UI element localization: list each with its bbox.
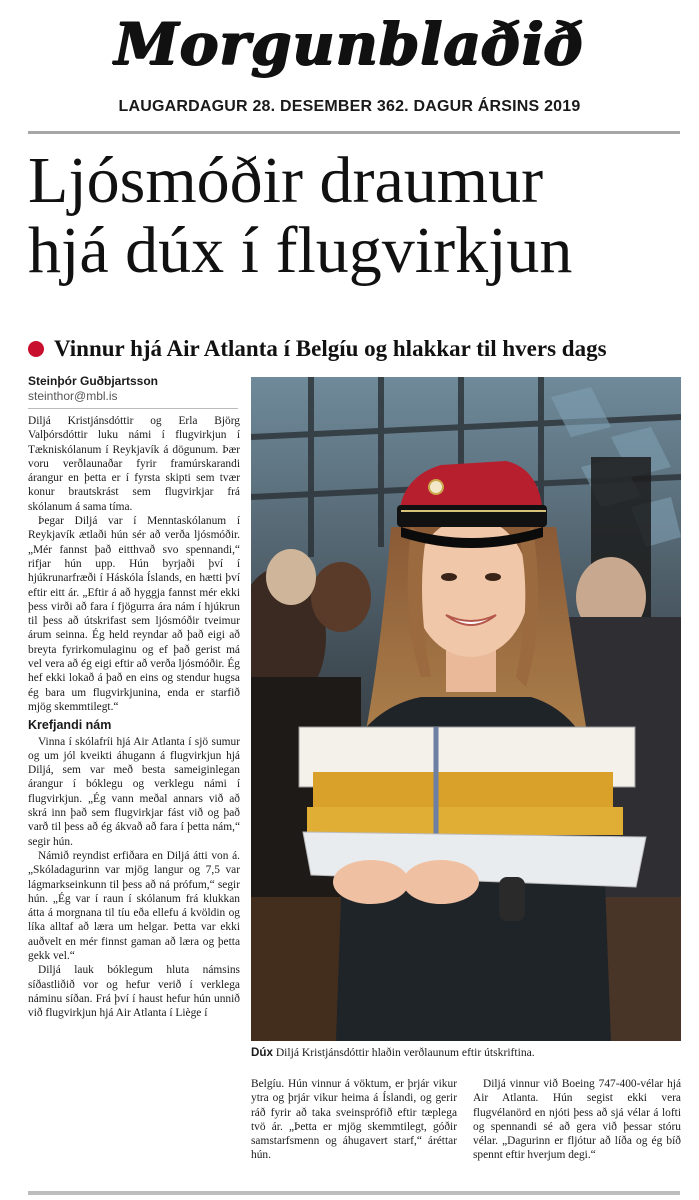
- bullet-dot-icon: [28, 341, 44, 357]
- footer-divider: [28, 1191, 680, 1195]
- article-column-1: [28, 414, 240, 1020]
- headline-line-1: Ljósmóðir draumur: [28, 144, 544, 217]
- caption-text: Diljá Kristjánsdóttir hlaðin verðlaunum eftir útskriftina.: [275, 1046, 535, 1059]
- author-name: Steinþór Guðbjartsson: [28, 374, 159, 388]
- article-photo: [251, 377, 681, 1041]
- paragraph: Þegar Diljá var í Menntaskólanum í Reykjavík ætlaði hún sér að verða ljósmóðir. „Mér fannst það eitthvað svo spennandi,“ rifjar hún upp. Hún byrjaði því í hjúkrunarfræði í Háskóla Íslands, en hætti því eftir eitt ár. „Eftir á að hyggja fannst mér ekki þess virði að fara í fjögurra ára nám í hjúkrun til þess að útskrifast sem ljósmóðir tveimur árum seinna. Ég held reyndar að það eigi að breyta fyrirkomulaginu og ef það gerist má vel vera að ég eigi eftir að verða ljósmóðir. Ég hef ekki lokað á það en eins og stendur hugsa ég bara um flugvirkjunina, enda er starfið mjög skemmtilegt.“: [28, 515, 240, 713]
- masthead: [0, 0, 699, 90]
- graduate-photo-illustration: [251, 377, 681, 1041]
- paragraph: Vinna í skólafríi hjá Air Atlanta í sjö sumur og um jól kveikti áhugann á flugvirkjun hjá Diljá, sem var með besta sameiginlegan árangur í bóklegu og verklegu námi í flugvirkjun. „Ég vann meðal annars við að skrá inn það sem flugvirkjar fást við og það varð til þess að ég ákvað að fara í þetta nám,“ segir hún.: [28, 735, 240, 848]
- photo-caption: [251, 1046, 683, 1060]
- headline-line-2: hjá dúx í flugvirkjun: [28, 214, 573, 287]
- paragraph: Námið reyndist erfiðara en Diljá átti von á. „Skóladagurinn var mjög langur og 7,5 var lágmarkseinkunn til þess að ná prófum,“ segir hún. „Ég var í raun í skólanum frá klukkan átta á morgnana til tíu eða ellefu á kvöldin og líka alltaf að læra um helgar. Þetta var ekki auðvelt en mér finnst gaman að læra og þetta gekk vel.“: [28, 849, 240, 962]
- paragraph: Belgíu. Hún vinnur á vöktum, er þrjár vikur ytra og þrjár vikur heima á Íslandi, og gerir ráð fyrir að taka sveinsprófið eftir tæplega tvö ár. „Þetta er mjög skemmtilegt, góðir samstarfsmenn og áhugavert starf,“ áréttar hún.: [251, 1078, 457, 1162]
- article-column-3: [473, 1077, 681, 1163]
- paragraph: Diljá vinnur við Boeing 747-400-vélar hjá Air Atlanta. Hún segist ekki vera flugvélanörd en njóti þess að sjá vélar á lofti og spennandi sé að gera við þessar stóru vélar. „Dagurinn er fljótur að líða og ég bíð spennt eftir hverjum degi.“: [473, 1078, 681, 1162]
- caption-label: Dúx: [251, 1046, 273, 1059]
- header-divider: [28, 131, 680, 134]
- newspaper-logo: Morgunblaðið: [114, 10, 585, 78]
- article-headline: [28, 146, 688, 286]
- paragraph: Diljá Kristjánsdóttir og Erla Björg Valþórsdóttir luku námi í flugvirkjun í Tækniskólanum í Reykjavík á dögunum. Þær voru verðlaunaðar fyrir framúrskarandi árangur en þetta er í fyrsta skipti sem tvær konur brautskrást sem flugvirkjar frá skólanum á sama tíma.: [28, 415, 240, 513]
- byline: [28, 374, 158, 404]
- subhead-text: Vinnur hjá Air Atlanta í Belgíu og hlakkar til hvers dags: [54, 336, 607, 361]
- author-email[interactable]: steinthor@mbl.is: [28, 389, 118, 403]
- article-column-2: [251, 1077, 457, 1163]
- byline-divider: [28, 408, 238, 409]
- article-subhead: [28, 336, 688, 362]
- section-heading: Krefjandi nám: [28, 718, 112, 733]
- paragraph: Diljá lauk bóklegum hluta námsins síðastliðið vor og hefur verið í verklega náminu síðan. Frá því í haust hefur hún unnið við flugvirkjun hjá Air Atlanta í Liège í: [28, 964, 240, 1020]
- dateline: LAUGARDAGUR 28. DESEMBER 362. DAGUR ÁRSINS 2019: [118, 98, 581, 115]
